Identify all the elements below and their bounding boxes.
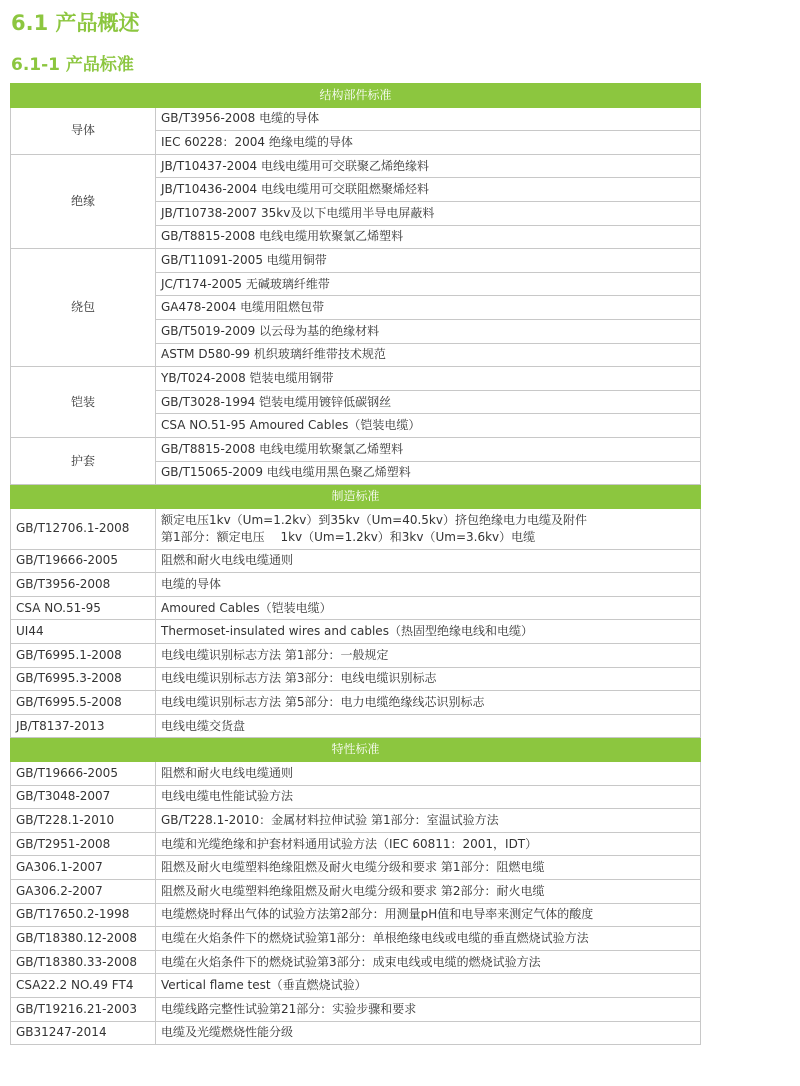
standard-item: GB/T11091-2005 电缆用铜带 [156,249,701,273]
page-title: 6.1 产品概述 [11,11,140,35]
table-row [11,762,701,786]
table-row [11,950,701,974]
table-row [11,832,701,856]
section-header-label: 制造标准 [11,485,701,509]
standard-desc-multiline [156,508,701,549]
standard-code: CSA NO.51-95 [11,596,156,620]
standard-desc: 电线电缆交货盘 [156,714,701,738]
standard-code: GB/T19216.21-2003 [11,997,156,1021]
table-row [11,785,701,809]
standard-code: GB/T18380.33-2008 [11,950,156,974]
table-row [11,573,701,597]
standard-code: GB/T19666-2005 [11,762,156,786]
standard-desc: 电缆在火焰条件下的燃烧试验第1部分：单根绝缘电线或电缆的垂直燃烧试验方法 [156,927,701,951]
table-row [11,667,701,691]
table-row [11,880,701,904]
standard-item: JC/T174-2005 无碱玻璃纤维带 [156,272,701,296]
standard-code: GA306.1-2007 [11,856,156,880]
standard-item: GB/T8815-2008 电线电缆用软聚氯乙烯塑料 [156,225,701,249]
standard-item: GB/T3028-1994 铠装电缆用镀锌低碳钢丝 [156,390,701,414]
standard-code: GB/T6995.3-2008 [11,667,156,691]
standard-desc: 电线电缆识别标志方法 第5部分：电力电缆绝缘线芯识别标志 [156,691,701,715]
table-row [11,620,701,644]
standard-desc: Thermoset-insulated wires and cables（热固型绝缘电线和电缆） [156,620,701,644]
standard-desc: 电缆及光缆燃烧性能分级 [156,1021,701,1045]
standard-code: GB/T6995.1-2008 [11,644,156,668]
standard-code: UI44 [11,620,156,644]
category-cell: 绝缘 [11,154,156,248]
standard-desc: 额定电压1kv（Um=1.2kv）到35kv（Um=40.5kv）挤包绝缘电力电缆及附件 [161,512,587,527]
table-row [11,1021,701,1045]
table-row [11,107,701,131]
table-row [11,809,701,833]
table-row [11,903,701,927]
standard-item: JB/T10436-2004 电线电缆用可交联阻燃聚烯烃料 [156,178,701,202]
standard-desc: 电缆在火焰条件下的燃烧试验第3部分：成束电线或电缆的燃烧试验方法 [156,950,701,974]
table-row [11,249,701,273]
table-row [11,714,701,738]
standard-code: GB/T18380.12-2008 [11,927,156,951]
category-cell: 护套 [11,437,156,484]
standard-code: CSA22.2 NO.49 FT4 [11,974,156,998]
standard-code: GB/T17650.2-1998 [11,903,156,927]
table-row [11,691,701,715]
standard-desc: 阻燃和耐火电线电缆通则 [156,549,701,573]
standard-code: GB31247-2014 [11,1021,156,1045]
standard-desc: 电线电缆识别标志方法 第1部分：一般规定 [156,644,701,668]
standard-item: ASTM D580-99 机织玻璃纤维带技术规范 [156,343,701,367]
standard-desc-line2: 第1部分：额定电压 1kv（Um=1.2kv）和3kv（Um=3.6kv）电缆 [161,529,536,544]
table-row [11,508,701,549]
standard-item: YB/T024-2008 铠装电缆用钢带 [156,367,701,391]
standard-code: GB/T3956-2008 [11,573,156,597]
standard-desc: 电缆和光缆绝缘和护套材料通用试验方法（IEC 60811：2001，IDT） [156,832,701,856]
standard-code: GB/T12706.1-2008 [11,508,156,549]
standard-code: GB/T6995.5-2008 [11,691,156,715]
standard-item: GB/T3956-2008 电缆的导体 [156,107,701,131]
standard-desc: 阻燃及耐火电缆塑料绝缘阻燃及耐火电缆分级和要求 第1部分：阻燃电缆 [156,856,701,880]
standard-item: JB/T10738-2007 35kv及以下电缆用半导电屏蔽料 [156,201,701,225]
table-row [11,644,701,668]
table-row [11,974,701,998]
standard-code: GB/T19666-2005 [11,549,156,573]
standard-desc: 电缆线路完整性试验第21部分：实验步骤和要求 [156,997,701,1021]
standard-code: GA306.2-2007 [11,880,156,904]
standard-desc: Vertical flame test（垂直燃烧试验） [156,974,701,998]
standard-item: GB/T5019-2009 以云母为基的绝缘材料 [156,319,701,343]
table-row [11,856,701,880]
standard-code: GB/T3048-2007 [11,785,156,809]
table-row [11,927,701,951]
standard-item: JB/T10437-2004 电线电缆用可交联聚乙烯绝缘料 [156,154,701,178]
table-row [11,997,701,1021]
standard-desc: 阻燃和耐火电线电缆通则 [156,762,701,786]
standard-item: GB/T15065-2009 电线电缆用黑色聚乙烯塑料 [156,461,701,485]
standard-desc: Amoured Cables（铠装电缆） [156,596,701,620]
section-header-structure [11,84,701,108]
standard-item: CSA NO.51-95 Amoured Cables（铠装电缆） [156,414,701,438]
standard-desc: 阻燃及耐火电缆塑料绝缘阻燃及耐火电缆分级和要求 第2部分：耐火电缆 [156,880,701,904]
standard-item: IEC 60228：2004 绝缘电缆的导体 [156,131,701,155]
table-row [11,437,701,461]
table-row [11,596,701,620]
section-header-characteristics [11,738,701,762]
standard-desc: 电线电缆识别标志方法 第3部分：电线电缆识别标志 [156,667,701,691]
section-header-label: 结构部件标准 [11,84,701,108]
section-header-label: 特性标准 [11,738,701,762]
standard-code: JB/T8137-2013 [11,714,156,738]
section-subtitle: 6.1-1 产品标准 [11,55,134,75]
section-header-manufacturing [11,485,701,509]
standard-desc: GB/T228.1-2010：金属材料拉伸试验 第1部分：室温试验方法 [156,809,701,833]
category-cell: 导体 [11,107,156,154]
standards-table [10,83,701,1045]
standard-desc: 电线电缆电性能试验方法 [156,785,701,809]
standard-desc: 电缆的导体 [156,573,701,597]
category-cell: 绕包 [11,249,156,367]
standard-desc: 电缆燃烧时释出气体的试验方法第2部分：用测量pH值和电导率来测定气体的酸度 [156,903,701,927]
table-row [11,154,701,178]
category-cell: 铠装 [11,367,156,438]
table-row [11,367,701,391]
standard-code: GB/T2951-2008 [11,832,156,856]
table-row [11,549,701,573]
standard-item: GB/T8815-2008 电线电缆用软聚氯乙烯塑料 [156,437,701,461]
standard-code: GB/T228.1-2010 [11,809,156,833]
standard-item: GA478-2004 电缆用阻燃包带 [156,296,701,320]
